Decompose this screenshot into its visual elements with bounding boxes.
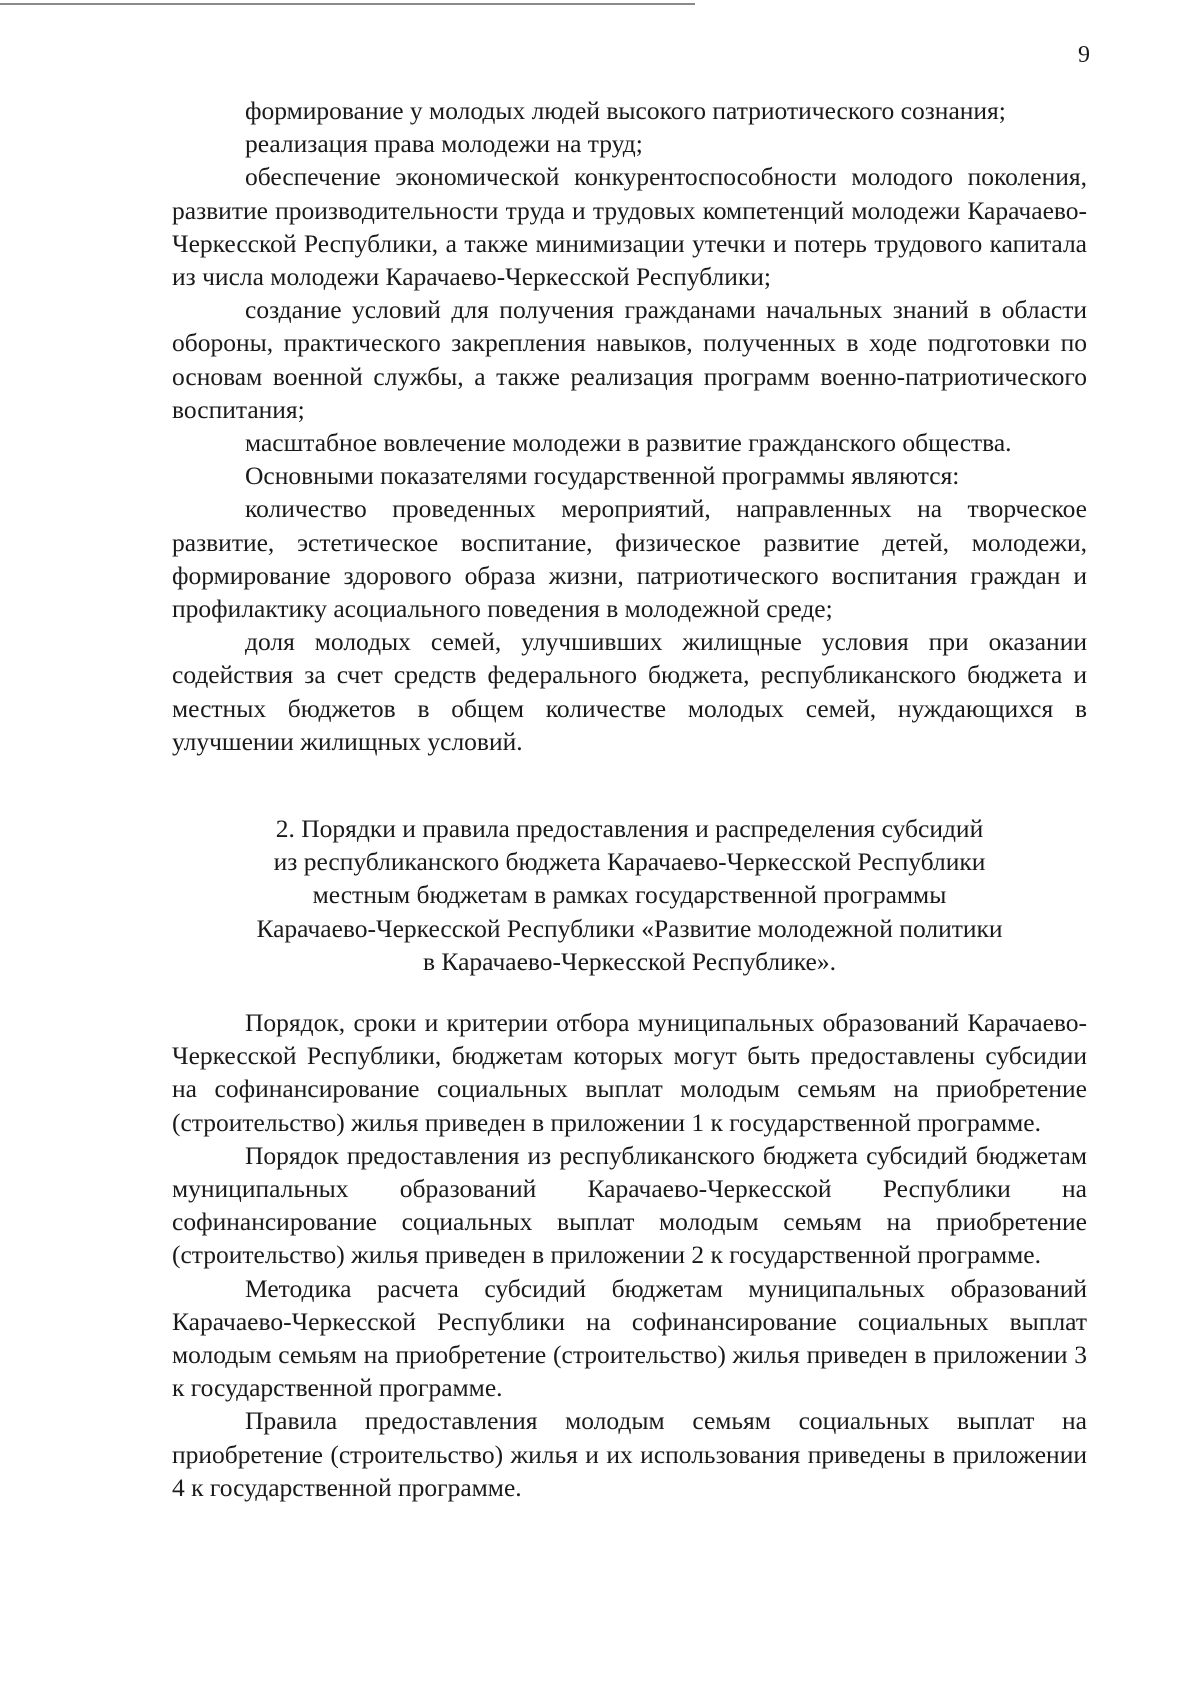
section-heading: [172, 812, 1087, 978]
scan-top-rule: [0, 3, 695, 5]
paragraph: Методика расчета субсидий бюджетам муниципальных образований Карачаево-Черкесской Республики на софинансирование социальных выплат молодым семьям на приобретение (строительство) жилья приведен в приложении 3 к государственной программе.: [172, 1273, 1087, 1403]
paragraph: Основными показателями государственной программы являются:: [245, 461, 960, 491]
page-number: 9: [1078, 42, 1090, 68]
body-text-bottom: [172, 1006, 1087, 1504]
section-heading-line: в Карачаево-Черкесской Республике».: [423, 946, 836, 976]
paragraph: количество проведенных мероприятий, направленных на творческое развитие, эстетическое воспитание, физическое развитие детей, молодежи, формирование здорового образа жизни, патриотического воспитания граждан и профилактику асоциального поведения в молодежной среде;: [172, 494, 1087, 624]
paragraph: обеспечение экономической конкурентоспособности молодого поколения, развитие производительности труда и трудовых компетенций молодежи Карачаево-Черкесской Республики, а также минимизации утечки и потерь трудового капитала из числа молодежи Карачаево-Черкесской Республики;: [172, 162, 1087, 292]
paragraph: создание условий для получения гражданами начальных знаний в области обороны, практического закрепления навыков, полученных в ходе подготовки по основам военной службы, а также реализация программ военно-патриотического воспитания;: [172, 295, 1087, 424]
paragraph: доля молодых семей, улучшивших жилищные условия при оказании содействия за счет средств федерального бюджета, республиканского бюджета и местных бюджетов в общем количестве молодых семей, нуждающихся в улучшении жилищных условий.: [172, 627, 1087, 756]
paragraph: Порядок, сроки и критерии отбора муниципальных образований Карачаево-Черкесской Республики, бюджетам которых могут быть предоставлены субсидии на софинансирование социальных выплат молодым семьям на приобретение (строительство) жилья приведен в приложении 1 к государственной программе.: [172, 1008, 1087, 1137]
paragraph: масштабное вовлечение молодежи в развитие гражданского общества.: [245, 428, 1012, 458]
paragraph: формирование у молодых людей высокого патриотического сознания;: [245, 96, 1006, 125]
section-heading-line: из республиканского бюджета Карачаево-Черкесской Республики: [273, 847, 986, 877]
paragraph: Порядок предоставления из республиканского бюджета субсидий бюджетам муниципальных образований Карачаево-Черкесской Республики на софинансирование социальных выплат молодым семьям на приобретение (строительство) жилья приведен в приложении 2 к государственной программе.: [172, 1140, 1087, 1270]
section-heading-line: 2. Порядки и правила предоставления и распределения субсидий: [275, 814, 984, 843]
body-text-top: [172, 94, 1087, 758]
section-heading-line: Карачаево-Черкесской Республики «Развитие молодежной политики: [256, 913, 1003, 943]
section-heading-line: местным бюджетам в рамках государственной программы: [312, 880, 947, 910]
paragraph: реализация права молодежи на труд;: [245, 129, 643, 159]
paragraph: Правила предоставления молодым семьям социальных выплат на приобретение (строительство) жилья и их использования приведены в приложении 4 к государственной программе.: [172, 1406, 1087, 1502]
